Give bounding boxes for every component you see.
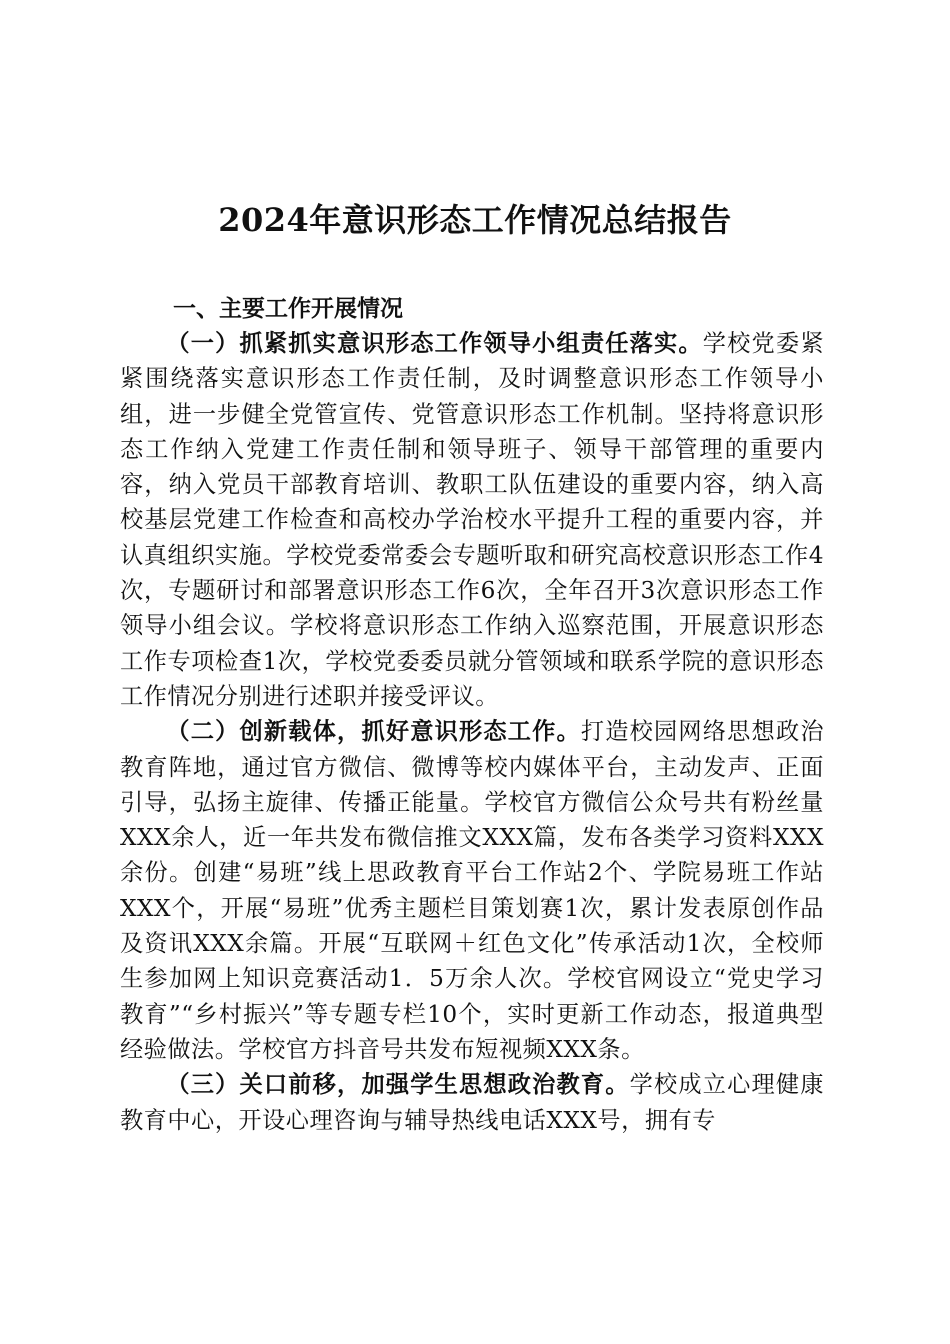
paragraph-3 xyxy=(120,1067,824,1138)
paragraph-1 xyxy=(120,326,824,714)
paragraph-2 xyxy=(120,714,824,1067)
paragraph-3-lead: （三）关口前移，加强学生思想政治教育。 xyxy=(166,1071,630,1099)
document-title: 2024年意识形态工作情况总结报告 xyxy=(218,201,732,239)
paragraph-2-text: 打造校园网络思想政治教育阵地，通过官方微信、微博等校内媒体平台，主动发声、正面引导，弘扬主旋律、传播正能量。学校官方微信公众号共有粉丝量XXX余人，近一年共发布微信推文XXX篇，发布各类学习资料XXX余份。创建“易班”线上思政教育平台工作站2个、学院易班工作站XXX个，开展“易班”优秀主题栏目策划赛1次，累计发表原创作品及资讯XXX余篇。开展“互联网＋红色文化”传承活动1次，全校师生参加网上知识竞赛活动1．5万余人次。学校官网设立“党史学习教育”“乡村振兴”等专题专栏10个，实时更新工作动态，报道典型经验做法。学校官方抖音号共发布短视频XXX条。 xyxy=(120,718,825,1063)
document-body xyxy=(120,326,824,1138)
section-heading: 一、主要工作开展情况 xyxy=(173,296,403,322)
paragraph-3-text: 学校成立心理健康教育中心，开设心理咨询与辅导热线电话XXX号，拥有专 xyxy=(120,1071,824,1134)
paragraph-1-lead: （一）抓紧抓实意识形态工作领导小组责任落实。 xyxy=(166,330,703,357)
paragraph-2-lead: （二）创新载体，抓好意识形态工作。 xyxy=(166,718,581,746)
paragraph-1-text: 学校党委紧紧围绕落实意识形态工作责任制，及时调整意识形态工作领导小组，进一步健全党管宣传、党管意识形态工作机制。坚持将意识形态工作纳入党建工作责任制和领导班子、领导干部管理的重要内容，纳入党员干部教育培训、教职工队伍建设的重要内容，纳入高校基层党建工作检查和高校办学治校水平提升工程的重要内容，并认真组织实施。学校党委常委会专题听取和研究高校意识形态工作4次，专题研讨和部署意识形态工作6次，全年召开3次意识形态工作领导小组会议。学校将意识形态工作纳入巡察范围，开展意识形态工作专项检查1次，学校党委委员就分管领域和联系学院的意识形态工作情况分别进行述职并接受评议。 xyxy=(120,330,825,710)
